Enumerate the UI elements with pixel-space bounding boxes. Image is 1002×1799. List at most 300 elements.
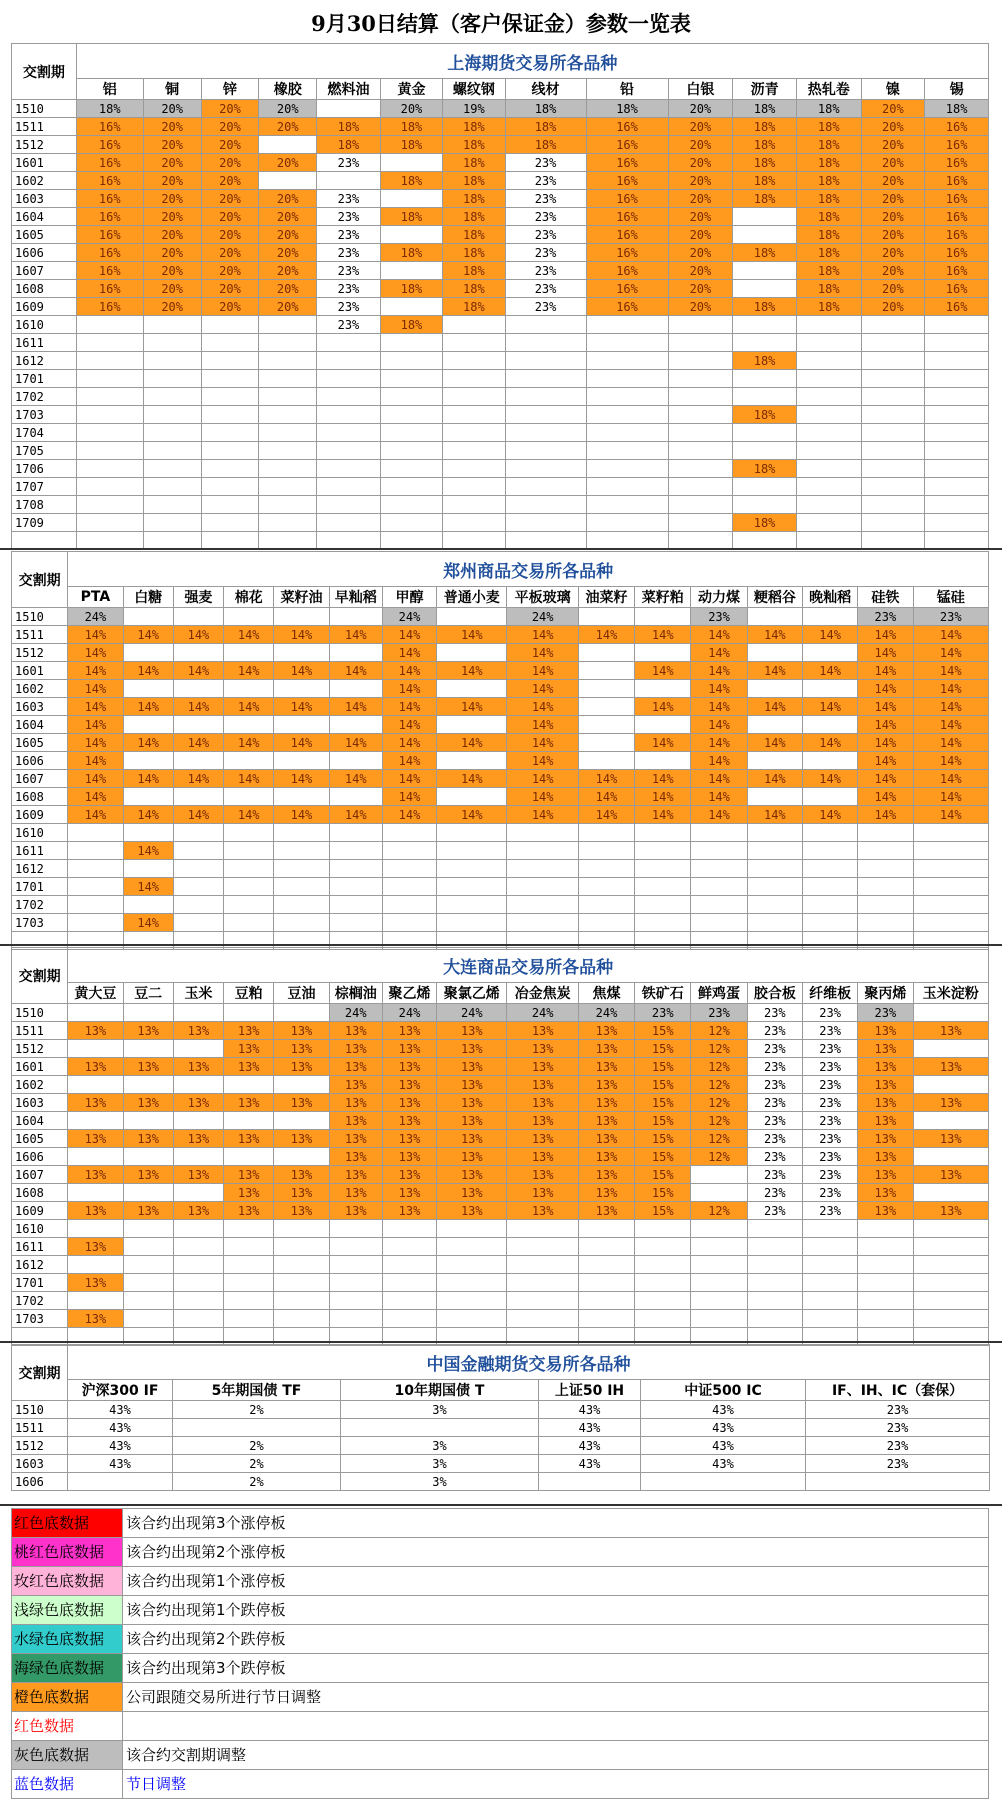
- dce-value-cell: 23%: [858, 1004, 913, 1022]
- dce-value-cell: [68, 1292, 123, 1310]
- shfe-value-cell: 16%: [76, 262, 143, 280]
- dce-value-cell: 13%: [382, 1130, 436, 1148]
- dce-value-cell: 12%: [691, 1076, 747, 1094]
- czce-value-cell: 14%: [913, 644, 988, 662]
- dce-value-cell: 13%: [858, 1022, 913, 1040]
- shfe-period-cell: 1704: [12, 424, 77, 442]
- shfe-value-cell: 16%: [586, 280, 668, 298]
- dce-value-cell: [274, 1076, 329, 1094]
- cffex-value-cell: 3%: [341, 1437, 539, 1455]
- dce-value-cell: 13%: [858, 1076, 913, 1094]
- shfe-value-cell: [733, 424, 797, 442]
- shfe-row: [12, 352, 989, 370]
- dce-value-cell: 13%: [913, 1022, 988, 1040]
- dce-value-cell: 12%: [691, 1148, 747, 1166]
- czce-value-cell: [274, 914, 329, 932]
- page-title: 9月30日结算（客户保证金）参数一览表: [311, 11, 691, 36]
- dce-section-title: 大连商品交易所各品种: [68, 948, 989, 983]
- cffex-value-cell: [68, 1473, 173, 1491]
- shfe-value-cell: 18%: [733, 190, 797, 208]
- dce-period-cell: 1511: [12, 1022, 68, 1040]
- dce-value-cell: [858, 1274, 913, 1292]
- czce-value-cell: [858, 914, 913, 932]
- dce-value-cell: [437, 1238, 507, 1256]
- czce-value-cell: 14%: [437, 770, 507, 788]
- shfe-blank-cell: [796, 532, 861, 550]
- cffex-value-cell: 3%: [341, 1473, 539, 1491]
- czce-value-cell: 14%: [578, 770, 634, 788]
- shfe-value-cell: 18%: [796, 136, 861, 154]
- shfe-value-cell: [380, 478, 442, 496]
- czce-value-cell: [802, 788, 857, 806]
- shfe-column-header: 锌: [201, 79, 259, 100]
- shfe-value-cell: 18%: [380, 172, 442, 190]
- shfe-value-cell: 20%: [143, 154, 201, 172]
- czce-value-cell: 14%: [913, 698, 988, 716]
- shfe-row: [12, 226, 989, 244]
- shfe-value-cell: 20%: [259, 118, 317, 136]
- dce-row: [12, 1148, 989, 1166]
- shfe-value-cell: 16%: [586, 244, 668, 262]
- czce-value-cell: 14%: [691, 716, 747, 734]
- shfe-value-cell: 18%: [733, 100, 797, 118]
- czce-value-cell: 14%: [274, 806, 329, 824]
- dce-value-cell: 13%: [578, 1148, 634, 1166]
- czce-value-cell: 14%: [123, 626, 173, 644]
- shfe-value-cell: 16%: [586, 154, 668, 172]
- dce-value-cell: 15%: [635, 1184, 691, 1202]
- dce-value-cell: 13%: [123, 1166, 173, 1184]
- dce-value-cell: [274, 1004, 329, 1022]
- shfe-column-header: 镍: [861, 79, 925, 100]
- czce-value-cell: 14%: [507, 734, 578, 752]
- legend-row: [11, 1567, 989, 1596]
- cffex-value-cell: 43%: [641, 1437, 806, 1455]
- dce-value-cell: 13%: [437, 1148, 507, 1166]
- czce-value-cell: [913, 914, 988, 932]
- shfe-value-cell: [443, 442, 505, 460]
- czce-value-cell: [123, 644, 173, 662]
- czce-value-cell: 14%: [68, 644, 123, 662]
- shfe-value-cell: [505, 352, 586, 370]
- czce-value-cell: [123, 680, 173, 698]
- czce-value-cell: [578, 608, 634, 626]
- dce-value-cell: [123, 1292, 173, 1310]
- dce-value-cell: 23%: [802, 1058, 857, 1076]
- shfe-value-cell: 18%: [925, 100, 989, 118]
- czce-value-cell: [802, 896, 857, 914]
- dce-value-cell: [123, 1004, 173, 1022]
- dce-value-cell: 13%: [507, 1184, 578, 1202]
- dce-column-header: 豆二: [123, 983, 173, 1004]
- shfe-value-cell: 16%: [925, 244, 989, 262]
- shfe-value-cell: 18%: [317, 136, 381, 154]
- shfe-blank-cell: [12, 532, 77, 550]
- dce-value-cell: 12%: [691, 1130, 747, 1148]
- shfe-value-cell: 16%: [925, 190, 989, 208]
- czce-value-cell: 14%: [691, 770, 747, 788]
- cffex-row: [12, 1401, 990, 1419]
- czce-column-header: 早籼稻: [329, 587, 382, 608]
- shfe-value-cell: 23%: [505, 280, 586, 298]
- czce-value-cell: 14%: [635, 734, 691, 752]
- shfe-value-cell: 20%: [668, 298, 733, 316]
- shfe-blank-cell: [380, 532, 442, 550]
- dce-value-cell: [913, 1112, 988, 1130]
- czce-value-cell: [913, 860, 988, 878]
- dce-value-cell: [635, 1310, 691, 1328]
- shfe-value-cell: [380, 370, 442, 388]
- legend-text: 该合约出现第1个跌停板: [126, 1601, 286, 1619]
- czce-value-cell: [274, 788, 329, 806]
- dce-value-cell: 13%: [224, 1058, 274, 1076]
- dce-value-cell: 13%: [224, 1184, 274, 1202]
- czce-value-cell: 14%: [68, 752, 123, 770]
- cffex-value-cell: 23%: [806, 1455, 990, 1473]
- shfe-value-cell: [586, 478, 668, 496]
- czce-value-cell: 14%: [913, 626, 988, 644]
- dce-value-cell: 13%: [123, 1202, 173, 1220]
- czce-column-header: 菜籽油: [274, 587, 329, 608]
- dce-value-cell: [123, 1274, 173, 1292]
- czce-value-cell: 14%: [858, 770, 913, 788]
- shfe-value-cell: [668, 514, 733, 532]
- shfe-value-cell: [259, 370, 317, 388]
- shfe-value-cell: [668, 424, 733, 442]
- dce-value-cell: [507, 1238, 578, 1256]
- czce-value-cell: [747, 644, 802, 662]
- czce-row: [12, 698, 989, 716]
- shfe-value-cell: [317, 388, 381, 406]
- cffex-value-cell: 43%: [68, 1437, 173, 1455]
- czce-value-cell: [224, 878, 274, 896]
- dce-value-cell: [913, 1256, 988, 1274]
- shfe-blank-cell: [733, 532, 797, 550]
- dce-value-cell: [329, 1274, 382, 1292]
- shfe-period-cell: 1706: [12, 460, 77, 478]
- shfe-value-cell: [796, 496, 861, 514]
- shfe-value-cell: [925, 514, 989, 532]
- legend-text: 节日调整: [126, 1775, 187, 1793]
- shfe-value-cell: [380, 262, 442, 280]
- czce-value-cell: [224, 860, 274, 878]
- czce-value-cell: [173, 896, 223, 914]
- czce-value-cell: 14%: [858, 788, 913, 806]
- shfe-value-cell: 20%: [861, 100, 925, 118]
- dce-value-cell: 13%: [382, 1040, 436, 1058]
- shfe-row: [12, 460, 989, 478]
- dce-value-cell: 15%: [635, 1202, 691, 1220]
- dce-value-cell: 13%: [578, 1094, 634, 1112]
- czce-row: [12, 824, 989, 842]
- dce-value-cell: [68, 1220, 123, 1238]
- dce-value-cell: [224, 1112, 274, 1130]
- shfe-value-cell: [143, 514, 201, 532]
- shfe-value-cell: 18%: [733, 244, 797, 262]
- dce-value-cell: 13%: [224, 1022, 274, 1040]
- legend-key: 水绿色底数据: [12, 1625, 123, 1653]
- cffex-value-cell: 43%: [68, 1419, 173, 1437]
- shfe-value-cell: 20%: [861, 280, 925, 298]
- shfe-value-cell: [586, 514, 668, 532]
- czce-value-cell: [123, 752, 173, 770]
- dce-value-cell: 23%: [802, 1184, 857, 1202]
- shfe-value-cell: [505, 478, 586, 496]
- cffex-column-header: 中证500 IC: [641, 1380, 806, 1401]
- legend-text: 该合约交割期调整: [126, 1746, 247, 1764]
- dce-value-cell: 13%: [382, 1022, 436, 1040]
- czce-value-cell: [858, 824, 913, 842]
- dce-value-cell: 23%: [802, 1202, 857, 1220]
- czce-value-cell: 14%: [123, 662, 173, 680]
- dce-value-cell: [382, 1238, 436, 1256]
- czce-value-cell: [691, 824, 747, 842]
- dce-value-cell: [507, 1256, 578, 1274]
- czce-value-cell: 14%: [224, 662, 274, 680]
- shfe-value-cell: [668, 496, 733, 514]
- shfe-value-cell: [259, 352, 317, 370]
- dce-value-cell: 15%: [635, 1148, 691, 1166]
- czce-value-cell: [578, 878, 634, 896]
- shfe-value-cell: [201, 352, 259, 370]
- shfe-row: [12, 298, 989, 316]
- shfe-value-cell: [733, 442, 797, 460]
- czce-value-cell: [224, 680, 274, 698]
- czce-value-cell: [747, 788, 802, 806]
- shfe-value-cell: [925, 316, 989, 334]
- shfe-value-cell: [143, 496, 201, 514]
- dce-column-header: 焦煤: [578, 983, 634, 1004]
- czce-title-row: [12, 552, 989, 587]
- czce-value-cell: [329, 860, 382, 878]
- dce-value-cell: [224, 1076, 274, 1094]
- czce-value-cell: 14%: [382, 644, 436, 662]
- cffex-value-cell: 43%: [539, 1455, 641, 1473]
- czce-value-cell: 14%: [68, 806, 123, 824]
- shfe-blank-cell: [143, 532, 201, 550]
- dce-value-cell: [329, 1220, 382, 1238]
- shfe-value-cell: 20%: [143, 226, 201, 244]
- czce-value-cell: [802, 914, 857, 932]
- shfe-column-header: 线材: [505, 79, 586, 100]
- czce-value-cell: [635, 896, 691, 914]
- dce-value-cell: 12%: [691, 1058, 747, 1076]
- czce-value-cell: [802, 752, 857, 770]
- dce-value-cell: [691, 1292, 747, 1310]
- dce-value-cell: 13%: [274, 1022, 329, 1040]
- shfe-value-cell: 18%: [796, 154, 861, 172]
- cffex-row: [12, 1419, 990, 1437]
- czce-value-cell: [329, 644, 382, 662]
- shfe-value-cell: [668, 334, 733, 352]
- czce-value-cell: [691, 878, 747, 896]
- shfe-section: [11, 43, 989, 550]
- dce-row: [12, 1130, 989, 1148]
- legend-text: 该合约出现第3个涨停板: [126, 1514, 286, 1532]
- dce-value-cell: 13%: [173, 1058, 223, 1076]
- legend-row: [11, 1596, 989, 1625]
- legend-text: 该合约出现第2个跌停板: [126, 1630, 286, 1648]
- czce-column-header: 强麦: [173, 587, 223, 608]
- shfe-column-header: 铅: [586, 79, 668, 100]
- shfe-value-cell: [380, 460, 442, 478]
- dce-value-cell: [68, 1076, 123, 1094]
- shfe-value-cell: [586, 388, 668, 406]
- czce-column-header: 锰硅: [913, 587, 988, 608]
- czce-column-header: 平板玻璃: [507, 587, 578, 608]
- cffex-value-cell: 2%: [173, 1455, 341, 1473]
- shfe-value-cell: 16%: [586, 190, 668, 208]
- czce-value-cell: 14%: [691, 662, 747, 680]
- czce-value-cell: 14%: [274, 698, 329, 716]
- shfe-row: [12, 136, 989, 154]
- dce-value-cell: 23%: [802, 1022, 857, 1040]
- dce-value-cell: [68, 1004, 123, 1022]
- dce-value-cell: 13%: [437, 1202, 507, 1220]
- shfe-value-cell: [380, 298, 442, 316]
- shfe-value-cell: [259, 496, 317, 514]
- shfe-row: [12, 262, 989, 280]
- shfe-value-cell: [443, 460, 505, 478]
- shfe-value-cell: [201, 334, 259, 352]
- dce-value-cell: [747, 1220, 802, 1238]
- shfe-row: [12, 478, 989, 496]
- shfe-value-cell: 16%: [76, 136, 143, 154]
- cffex-value-cell: 2%: [173, 1401, 341, 1419]
- dce-value-cell: [635, 1256, 691, 1274]
- cffex-period-label: 交割期: [12, 1345, 68, 1401]
- dce-value-cell: 15%: [635, 1040, 691, 1058]
- shfe-value-cell: 16%: [925, 280, 989, 298]
- shfe-period-cell: 1604: [12, 208, 77, 226]
- shfe-row: [12, 496, 989, 514]
- cffex-value-cell: 23%: [806, 1437, 990, 1455]
- dce-column-header: 鲜鸡蛋: [691, 983, 747, 1004]
- shfe-value-cell: 20%: [143, 298, 201, 316]
- czce-period-cell: 1611: [12, 842, 68, 860]
- dce-value-cell: 12%: [691, 1112, 747, 1130]
- czce-value-cell: [329, 716, 382, 734]
- czce-value-cell: [173, 716, 223, 734]
- czce-value-cell: [329, 842, 382, 860]
- czce-value-cell: [173, 914, 223, 932]
- shfe-value-cell: [443, 496, 505, 514]
- czce-value-cell: 24%: [68, 608, 123, 626]
- cffex-value-cell: 3%: [341, 1401, 539, 1419]
- shfe-period-cell: 1512: [12, 136, 77, 154]
- shfe-value-cell: [925, 424, 989, 442]
- shfe-value-cell: [861, 370, 925, 388]
- dce-value-cell: [224, 1310, 274, 1328]
- cffex-value-cell: [173, 1419, 341, 1437]
- dce-value-cell: [224, 1148, 274, 1166]
- dce-value-cell: 13%: [329, 1148, 382, 1166]
- dce-value-cell: [747, 1310, 802, 1328]
- shfe-value-cell: [668, 388, 733, 406]
- czce-value-cell: 14%: [68, 698, 123, 716]
- czce-value-cell: 14%: [507, 806, 578, 824]
- shfe-period-cell: 1609: [12, 298, 77, 316]
- czce-value-cell: [578, 698, 634, 716]
- czce-value-cell: [173, 608, 223, 626]
- shfe-value-cell: 18%: [796, 118, 861, 136]
- czce-value-cell: 14%: [437, 626, 507, 644]
- shfe-row: [12, 406, 989, 424]
- czce-value-cell: [274, 680, 329, 698]
- cffex-column-header: 沪深300 IF: [68, 1380, 173, 1401]
- czce-value-cell: [747, 842, 802, 860]
- shfe-value-cell: [586, 424, 668, 442]
- czce-period-cell: 1602: [12, 680, 68, 698]
- czce-value-cell: 14%: [802, 626, 857, 644]
- dce-value-cell: 13%: [329, 1202, 382, 1220]
- dce-value-cell: 15%: [635, 1094, 691, 1112]
- czce-row: [12, 770, 989, 788]
- czce-value-cell: 14%: [507, 644, 578, 662]
- dce-value-cell: 13%: [507, 1166, 578, 1184]
- czce-value-cell: [68, 896, 123, 914]
- cffex-period-cell: 1512: [12, 1437, 68, 1455]
- shfe-value-cell: [380, 514, 442, 532]
- dce-value-cell: [382, 1292, 436, 1310]
- shfe-value-cell: [143, 460, 201, 478]
- cffex-value-cell: 3%: [341, 1455, 539, 1473]
- dce-value-cell: 13%: [578, 1058, 634, 1076]
- dce-value-cell: 23%: [747, 1112, 802, 1130]
- czce-value-cell: 14%: [224, 626, 274, 644]
- czce-column-header: 油菜籽: [578, 587, 634, 608]
- shfe-value-cell: 20%: [668, 118, 733, 136]
- shfe-value-cell: 18%: [733, 460, 797, 478]
- shfe-value-cell: [668, 352, 733, 370]
- dce-value-cell: 13%: [858, 1184, 913, 1202]
- dce-value-cell: 13%: [68, 1094, 123, 1112]
- dce-value-cell: [802, 1256, 857, 1274]
- dce-value-cell: 13%: [437, 1076, 507, 1094]
- dce-value-cell: 24%: [329, 1004, 382, 1022]
- czce-column-header: 动力煤: [691, 587, 747, 608]
- czce-value-cell: [913, 896, 988, 914]
- czce-value-cell: [274, 608, 329, 626]
- czce-value-cell: 14%: [224, 806, 274, 824]
- shfe-value-cell: [861, 460, 925, 478]
- shfe-value-cell: [259, 334, 317, 352]
- dce-value-cell: [173, 1274, 223, 1292]
- dce-row: [12, 1274, 989, 1292]
- dce-value-cell: [913, 1004, 988, 1022]
- legend-text: 该合约出现第1个涨停板: [126, 1572, 286, 1590]
- shfe-value-cell: 20%: [143, 280, 201, 298]
- shfe-value-cell: 18%: [733, 298, 797, 316]
- czce-value-cell: 14%: [691, 626, 747, 644]
- shfe-column-header: 白银: [668, 79, 733, 100]
- czce-value-cell: [274, 824, 329, 842]
- czce-value-cell: 14%: [578, 788, 634, 806]
- dce-period-cell: 1606: [12, 1148, 68, 1166]
- dce-row: [12, 1040, 989, 1058]
- dce-value-cell: 13%: [123, 1094, 173, 1112]
- legend-key: 橙色底数据: [12, 1683, 123, 1711]
- shfe-value-cell: 20%: [861, 226, 925, 244]
- czce-row: [12, 752, 989, 770]
- dce-value-cell: 13%: [382, 1058, 436, 1076]
- shfe-value-cell: [76, 460, 143, 478]
- shfe-value-cell: 20%: [201, 244, 259, 262]
- shfe-value-cell: [143, 352, 201, 370]
- dce-value-cell: 23%: [635, 1004, 691, 1022]
- dce-value-cell: [578, 1256, 634, 1274]
- czce-period-cell: 1605: [12, 734, 68, 752]
